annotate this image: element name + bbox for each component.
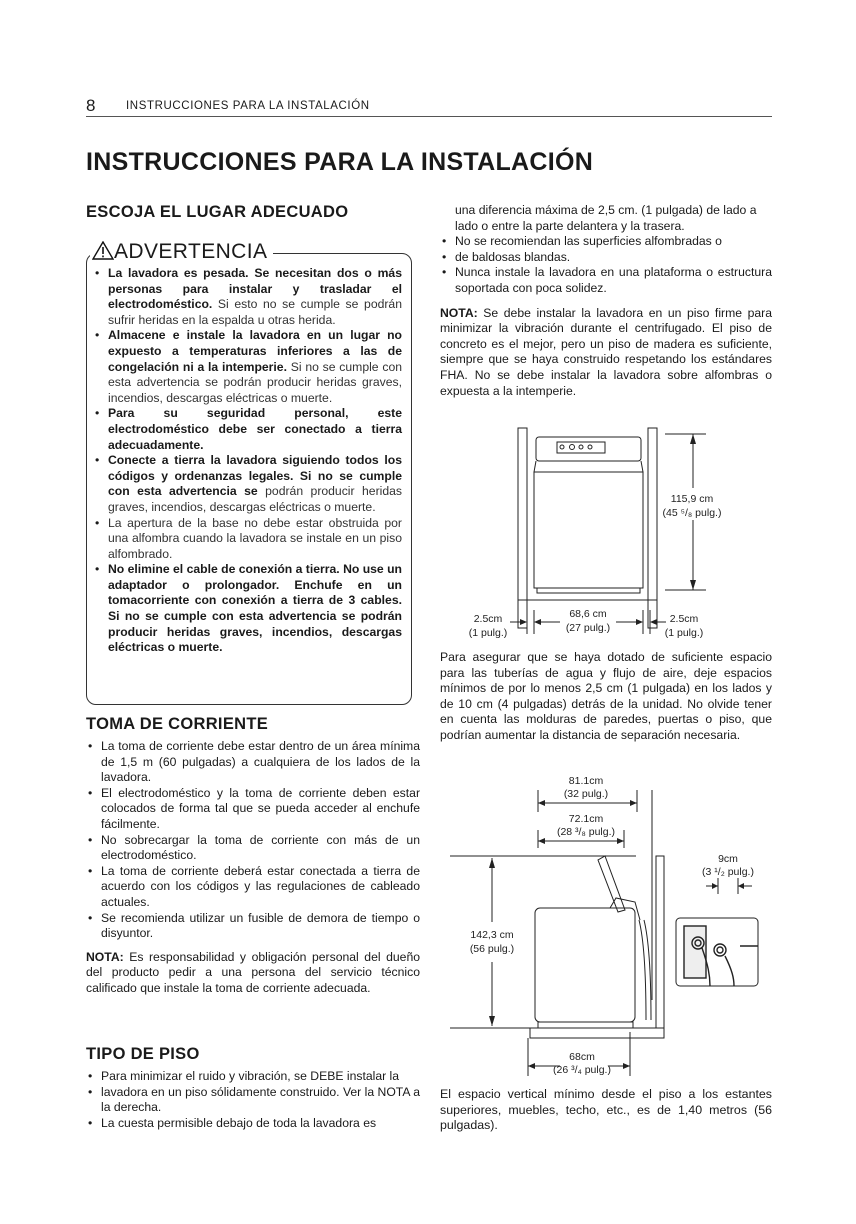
arrowhead xyxy=(690,434,696,444)
arrowhead xyxy=(630,800,637,806)
outlet-item: • No sobrecargar la toma de corriente con más de un electrodoméstico. xyxy=(86,833,420,864)
warning-triangle-icon xyxy=(92,241,114,260)
rear-label-in: (3 ¹/₂ pulg.) xyxy=(702,866,754,878)
left-gap-label: 2.5cm xyxy=(473,613,503,625)
floor-item: • lavadora en un piso sólidamente construido. Ver la NOTA a la derecha. xyxy=(86,1085,420,1116)
warning-item: • La lavadora es pesada. Se necesitan dos o más personas para instalar y trasladar el electrodoméstico. Si esto no se cumple se podrán sufrir heridas en la espalda u otras herida. xyxy=(93,266,402,328)
section-heading-floor: TIPO DE PISO xyxy=(86,1045,200,1063)
floor-item: • No se recomiendan las superficies alfombradas o xyxy=(440,234,772,250)
floor-note: NOTA: Se debe instalar la lavadora en un piso firme para minimizar la vibración durante el centrifugado. El piso de concreto es el mejor, pero un piso de madera es suficiente, siempre que se haya construido respetando los estándares FHA. No se debe instalar la lavadora sobre alfombras o expuesta a la intemperie. xyxy=(440,305,772,398)
height-label: 142,3 cm xyxy=(470,929,514,941)
warning-item: • No elimine el cable de conexión a tierra. No use un adaptador o prolongador. Enchufe en un tomacorriente con conexión a tierra de 3 cables. Si no se cumple con esta advertencia se podrán producir heridas graves, incendios, descargas eléctricas o muerte. xyxy=(93,562,402,656)
width-label: 68,6 cm xyxy=(569,608,607,620)
outlet-item: • El electrodoméstico y la toma de corriente deben estar colocados de forma tal que se pueda acceder al enchufe fácilmente. xyxy=(86,786,420,833)
top-width-label: 81.1cm xyxy=(568,775,604,787)
running-title: INSTRUCCIONES PARA LA INSTALACIÓN xyxy=(126,100,370,112)
warning-title xyxy=(90,240,273,264)
warning-list xyxy=(93,266,402,656)
section-heading-outlet: TOMA DE CORRIENTE xyxy=(86,715,269,733)
floor-continued: una diferencia máxima de 2,5 cm. (1 pulgada) de lado a lado o entre la parte delantera y la trasera. xyxy=(455,203,757,233)
arrowhead xyxy=(623,1063,630,1069)
height-label-in: (56 pulg.) xyxy=(469,943,515,955)
top-width-label-in: (32 pulg.) xyxy=(563,788,609,800)
floor-slab xyxy=(530,1028,664,1038)
arrowhead xyxy=(528,1063,535,1069)
section-heading-location: ESCOJA EL LUGAR ADECUADO xyxy=(86,203,349,221)
mid-width-label: 72.1cm xyxy=(568,813,604,825)
closing-paragraph: El espacio vertical mínimo desde el piso a los estantes superiores, muebles, techo, etc., es de 1,40 metros (56 pulgadas). xyxy=(440,1087,772,1133)
clearance-paragraph: Para asegurar que se haya dotado de suficiente espacio para las tuberías de agua y flujo de aire, deje espacios mínimos de por lo menos 2,5 cm (1 pulgada) en los lados y de 10 cm (4 pulgadas) detrás de la unidad. No olvide tener en cuenta las molduras de paredes, puertas o piso, que podrían aumentar la distancia de separación necesaria. xyxy=(440,650,772,742)
depth-label: 68cm xyxy=(569,1051,595,1063)
arrowhead xyxy=(538,800,545,806)
left-gap-label-in: (1 pulg.) xyxy=(468,627,508,639)
header-divider xyxy=(86,116,772,117)
floor-item: • Nunca instale la lavadora en una plataforma o estructura soportada con poca solidez. xyxy=(440,265,772,296)
floor-item: • La cuesta permisible debajo de toda la lavadora es xyxy=(86,1116,420,1132)
outlet-item: • La toma de corriente deberá estar conectada a tierra de acuerdo con los códigos y las regulaciones de cableado actuales. xyxy=(86,864,420,911)
left-wall xyxy=(518,428,527,628)
arrowhead xyxy=(738,883,744,889)
floor-list xyxy=(86,1069,420,1131)
washer-side-illustration xyxy=(535,856,651,1028)
floor-item: • de baldosas blandas. xyxy=(440,250,772,266)
warning-title-text: ADVERTENCIA xyxy=(114,240,268,263)
arrowhead xyxy=(534,619,541,625)
page-title: INSTRUCCIONES PARA LA INSTALACIÓN xyxy=(86,148,594,176)
page-number: 8 xyxy=(86,96,96,115)
right-wall xyxy=(648,428,657,628)
warning-item: • Conecte a tierra la lavadora siguiendo todos los códigos y ordenanzas legales. Si no se cumple con esta advertencia se podrán producir heridas graves, incendios, descargas eléctricas o muerte. xyxy=(93,453,402,515)
outlet-item: • La toma de corriente debe estar dentro de un área mínima de 1,5 m (60 pulgadas) a cualquiera de los lados de la lavadora. xyxy=(86,739,420,786)
rear-label: 9cm xyxy=(718,853,738,865)
outlet-note: NOTA: Es responsabilidad y obligación personal del dueño del producto pedir a una persona del servicio técnico calificado que instale la toma de corriente adecuada. xyxy=(86,949,420,995)
right-gap-label-in: (1 pulg.) xyxy=(664,627,704,639)
washer-front-illustration xyxy=(534,437,643,593)
right-gap-label: 2.5cm xyxy=(669,613,699,625)
floor-item: • Para minimizar el ruido y vibración, se DEBE instalar la xyxy=(86,1069,420,1085)
side-view-diagram xyxy=(440,770,772,1078)
mid-width-label-in: (28 ³/₈ pulg.) xyxy=(556,826,616,838)
outlet-item: • Se recomienda utilizar un fusible de demora de tiempo o disyuntor. xyxy=(86,911,420,942)
arrowhead xyxy=(617,838,624,844)
width-label-in: (27 pulg.) xyxy=(565,622,611,634)
warning-item: • La apertura de la base no debe estar obstruida por una alfombra cuando la lavadora se instale en un piso alfombrado. xyxy=(93,516,402,563)
height-label-in: (45 ⁵/₈ pulg.) xyxy=(662,507,722,519)
warning-item: • Para su seguridad personal, este electrodoméstico debe ser conectado a tierra adecuadamente. xyxy=(93,406,402,453)
arrowhead xyxy=(489,1016,495,1026)
side-clearance-diagram xyxy=(440,420,772,642)
arrowhead xyxy=(538,838,545,844)
right-column-top xyxy=(440,203,772,399)
warning-item: • Almacene e instale la lavadora en un lugar no expuesto a temperaturas inferiores a las de congelación ni a la intemperie. Si no se cumple con esta advertencia se podrán producir heridas graves, incendios, descargas eléctricas o muerte. xyxy=(93,328,402,406)
height-label: 115,9 cm xyxy=(670,493,714,505)
arrowhead xyxy=(690,580,696,590)
outlet-list xyxy=(86,739,420,997)
depth-label-in: (26 ³/₄ pulg.) xyxy=(553,1064,611,1076)
rear-wall xyxy=(656,856,664,1038)
arrowhead xyxy=(636,619,643,625)
arrowhead xyxy=(489,858,495,868)
arrowhead xyxy=(712,883,718,889)
